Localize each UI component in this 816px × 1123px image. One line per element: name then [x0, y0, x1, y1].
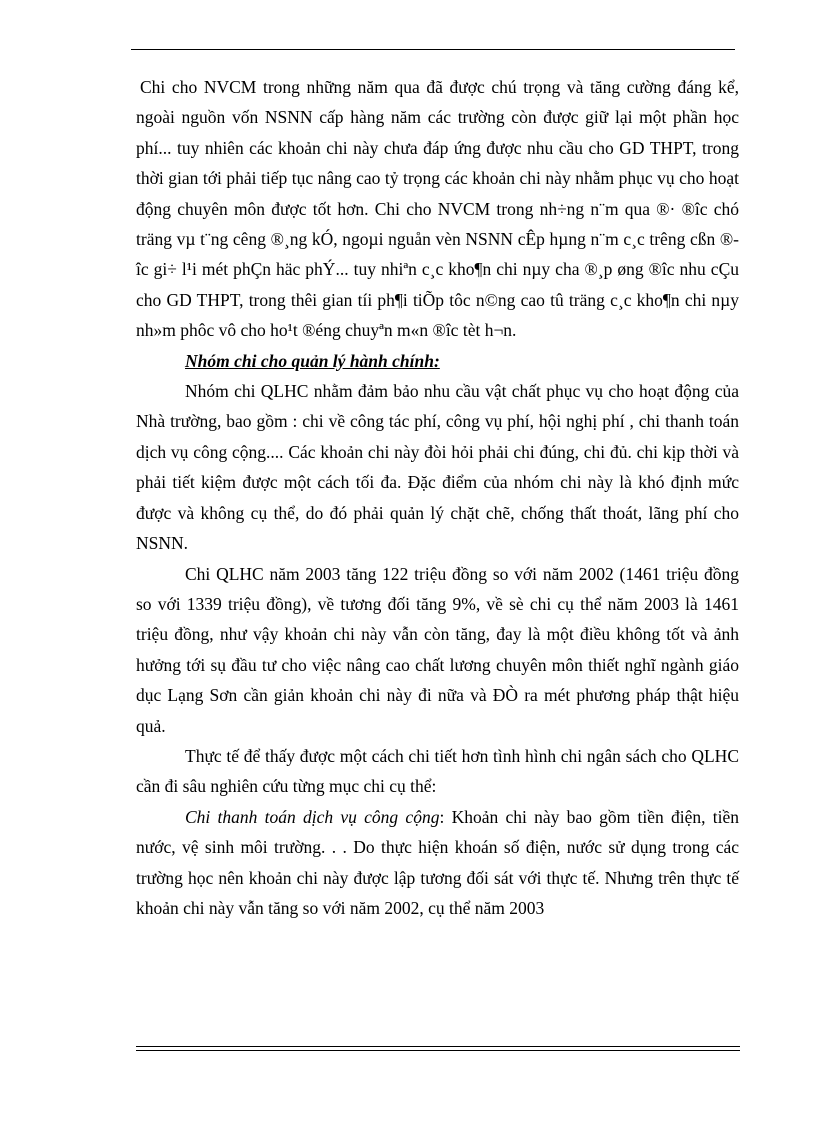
footer-rule — [136, 1046, 740, 1051]
paragraph-public-services — [136, 802, 739, 924]
public-services-term: Chi thanh toán dịch vụ công cộng — [185, 806, 440, 827]
paragraph-nvcm: Chi cho NVCM trong những năm qua đã được chú trọng và tăng cường đáng kể, ngoài nguồn vốn NSNN cấp hàng năm các trường còn được giữ lại một phần học phí... tuy nhiên các khoản chi này chưa đáp ứng được nhu cầu cho GD THPT, trong thời gian tới phải tiếp tục nâng cao tỷ trọng các khoản chi này nhằm phục vụ cho hoạt động chuyên môn được tốt hơn. Chi cho NVCM trong nh÷ng n¨m qua ®· ®îc chó träng vµ t¨ng cêng ®¸ng kÓ, ngoµi nguån vèn NSNN cÊp hµng n¨m c¸c trêng cßn ®îc gi÷ l¹i mét phÇn häc phÝ... tuy nhiªn c¸c kho¶n chi nµy cha ®¸p øng ®îc nhu cÇu cho GD THPT, trong thêi gian tíi ph¶i tiÕp tôc n©ng cao tû träng c¸c kho¶n chi nµy nh»m phôc vô cho ho¹t ®éng chuyªn m«n ®îc tèt h¬n. — [136, 77, 739, 341]
document-body — [136, 72, 739, 923]
public-services-text: : Khoản chi này bao gồm tiền điện, tiền nước, vệ sinh môi trường. . . Do thực hiện khoán số điện, nước sử dụng trong các trường học nên khoản chi này được lập tương đối sát với thực tế. Nhưng trên thực tế khoản chi này vẫn tăng so với năm 2002, cụ thể năm 2003 — [136, 806, 739, 918]
section-heading: Nhóm chi cho quản lý hành chính: — [185, 350, 440, 371]
paragraph-qlhc-intro: Nhóm chi QLHC nhằm đảm bảo nhu cầu vật chất phục vụ cho hoạt động của Nhà trường, bao gồm : chi về công tác phí, công vụ phí, hội nghị phí , chi thanh toán dịch vụ công cộng.... Các khoản chi này đòi hỏi phải chi đúng, chi đủ. chi kịp thời và phải tiết kiệm được một cách tối đa. Đặc điểm của nhóm chi này là khó định mức được và không cụ thể, do đó phải quản lý chặt chẽ, chống thất thoát, lãng phí cho NSNN. — [136, 381, 739, 554]
paragraph-qlhc-2003: Chi QLHC năm 2003 tăng 122 triệu đồng so với năm 2002 (1461 triệu đồng so với 1339 triệu đồng), về tương đối tăng 9%, về sè chi cụ thể năm 2003 là 1461 triệu đồng, như vậy khoản chi này vẫn còn tăng, đay là một điều không tốt và ảnh hưởng tới sụ đầu tư cho việc nâng cao chất lương chuyên môn thiết nghĩ ngành giáo dục Lạng Sơn cần giản khoản chi này đi nữa và ĐÒ ra mét phương pháp thật hiệu quả. — [136, 563, 739, 736]
paragraph-detail-intro: Thực tế để thấy được một cách chi tiết hơn tình hình chi ngân sách cho QLHC cần đi sâu nghiên cứu từng mục chi cụ thể: — [136, 745, 739, 797]
header-rule — [131, 49, 735, 50]
